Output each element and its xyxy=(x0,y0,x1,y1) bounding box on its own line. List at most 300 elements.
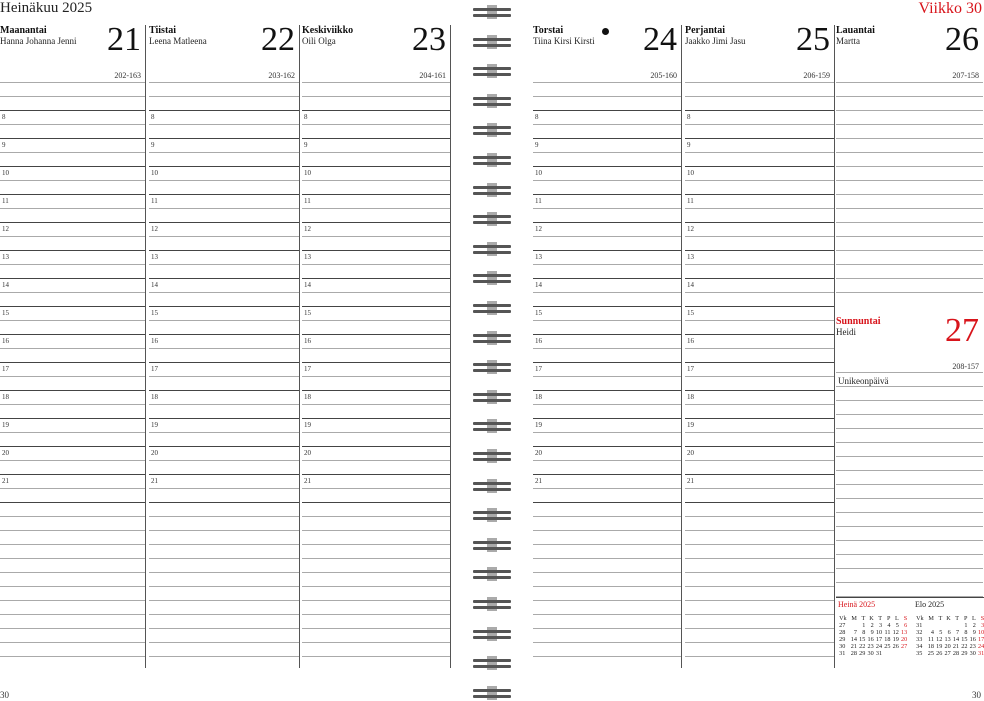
month-title: Heinäkuu 2025 xyxy=(0,0,93,16)
ring-bar xyxy=(473,606,511,609)
day-count: 203-162 xyxy=(268,71,295,80)
ruled-line xyxy=(836,264,983,265)
binding-ring xyxy=(473,183,511,197)
date-cell: 10 xyxy=(875,629,883,636)
mini-calendar-title: Elo 2025 xyxy=(915,600,945,609)
day-number: 26 xyxy=(945,21,979,58)
hour-label: 13 xyxy=(151,253,158,261)
binding-ring xyxy=(473,271,511,285)
name-days: Tiina Kirsi Kirsti xyxy=(533,36,595,46)
ruled-line xyxy=(533,544,681,545)
week-title: Viikko 30 xyxy=(918,0,982,17)
ruled-line xyxy=(302,194,450,195)
ring-bar xyxy=(473,363,511,366)
ruled-line xyxy=(533,264,681,265)
date-cell: 14 xyxy=(850,636,857,643)
date-cell: 17 xyxy=(875,636,883,643)
ruled-line xyxy=(533,586,681,587)
ruled-line xyxy=(836,236,983,237)
ruled-line xyxy=(0,516,145,517)
ruled-line xyxy=(533,208,681,209)
hour-label: 21 xyxy=(151,477,158,485)
ruled-line xyxy=(685,656,834,657)
day-name: Keskiviikko xyxy=(302,25,354,36)
binding-ring xyxy=(473,212,511,226)
name-days: Heidi xyxy=(836,327,856,337)
ruled-line xyxy=(685,96,834,97)
ruled-line xyxy=(533,166,681,167)
ruled-line xyxy=(685,194,834,195)
ruled-line xyxy=(0,334,145,335)
ruled-line xyxy=(302,488,450,489)
ring-bar xyxy=(473,132,511,135)
ring-bar xyxy=(473,280,511,283)
ruled-line xyxy=(836,138,983,139)
ruled-line xyxy=(685,544,834,545)
week-row xyxy=(838,643,908,650)
ruled-line xyxy=(149,572,299,573)
ring-bar xyxy=(473,44,511,47)
ruled-line xyxy=(685,376,834,377)
mini-calendar xyxy=(915,600,984,657)
hour-label: 9 xyxy=(687,141,691,149)
ring-bar xyxy=(473,334,511,337)
ruled-line xyxy=(685,306,834,307)
ruled-line xyxy=(302,82,450,83)
ring-bar xyxy=(473,399,511,402)
weekday-header: S xyxy=(980,615,984,622)
ruled-line xyxy=(149,292,299,293)
date-cell: 13 xyxy=(944,636,951,643)
date-cell: 13 xyxy=(901,629,908,636)
mini-calendar-table xyxy=(838,615,908,657)
date-cell: 3 xyxy=(981,622,984,629)
ruled-line xyxy=(836,166,983,167)
ruled-line xyxy=(302,404,450,405)
week-number: 32 xyxy=(916,629,923,636)
date-cell: 7 xyxy=(853,629,857,636)
column-divider xyxy=(450,25,451,668)
ruled-line xyxy=(302,96,450,97)
date-cell: 24 xyxy=(978,643,984,650)
ruled-line xyxy=(836,250,983,251)
ruled-line xyxy=(533,278,681,279)
ruled-line xyxy=(149,418,299,419)
ruled-line xyxy=(685,292,834,293)
hour-label: 13 xyxy=(535,253,542,261)
hour-label: 21 xyxy=(535,477,542,485)
ruled-line xyxy=(302,180,450,181)
day-count: 204-161 xyxy=(419,71,446,80)
weekday-header: S xyxy=(903,615,908,622)
ruled-line xyxy=(685,250,834,251)
binding-ring xyxy=(473,94,511,108)
ruled-line xyxy=(685,642,834,643)
ruled-line xyxy=(0,320,145,321)
hour-label: 10 xyxy=(304,169,311,177)
ruled-line xyxy=(302,306,450,307)
hour-label: 11 xyxy=(151,197,158,205)
ruled-line xyxy=(302,292,450,293)
day-count: 207-158 xyxy=(952,71,979,80)
hour-label: 16 xyxy=(687,337,694,345)
ruled-line xyxy=(149,488,299,489)
ruled-line xyxy=(836,278,983,279)
ruled-line xyxy=(0,404,145,405)
ruled-line xyxy=(0,390,145,391)
ruled-line xyxy=(0,180,145,181)
ring-bar xyxy=(473,452,511,455)
ring-bar xyxy=(473,192,511,195)
ruled-line xyxy=(302,348,450,349)
column-divider xyxy=(681,25,682,668)
date-cell: 16 xyxy=(867,636,874,643)
hour-label: 18 xyxy=(151,393,158,401)
ring-bar xyxy=(473,8,511,11)
week-number: 28 xyxy=(839,629,846,636)
ruled-line xyxy=(302,320,450,321)
weekday-header: M xyxy=(928,615,934,622)
date-cell: 23 xyxy=(867,643,874,650)
weekday-header: M xyxy=(851,615,857,622)
ruled-line xyxy=(685,460,834,461)
ruled-line xyxy=(302,446,450,447)
weekday-header: P xyxy=(886,615,891,622)
ring-bar xyxy=(473,393,511,396)
ruled-line xyxy=(0,656,145,657)
ruled-line xyxy=(685,264,834,265)
date-cell: 18 xyxy=(927,643,934,650)
name-days: Leena Matleena xyxy=(149,36,207,46)
hour-label: 9 xyxy=(151,141,155,149)
ruled-line xyxy=(149,236,299,237)
ruled-line xyxy=(685,474,834,475)
ruled-line xyxy=(685,124,834,125)
ruled-line xyxy=(302,152,450,153)
week-row xyxy=(838,650,908,657)
ruled-line xyxy=(149,96,299,97)
ruled-line xyxy=(533,250,681,251)
ruled-line xyxy=(149,586,299,587)
hour-label: 17 xyxy=(2,365,9,373)
ruled-line xyxy=(302,418,450,419)
ruled-line xyxy=(149,166,299,167)
week-row xyxy=(915,622,984,629)
ring-bar xyxy=(473,488,511,491)
ruled-line xyxy=(0,544,145,545)
ruled-line xyxy=(149,222,299,223)
ruled-line xyxy=(0,474,145,475)
day-name: Sunnuntai xyxy=(836,316,881,327)
hour-label: 16 xyxy=(535,337,542,345)
ruled-line xyxy=(685,334,834,335)
ruled-line xyxy=(302,628,450,629)
hour-label: 18 xyxy=(687,393,694,401)
ruled-line xyxy=(0,292,145,293)
ruled-line xyxy=(0,376,145,377)
date-cell: 2 xyxy=(972,622,976,629)
ring-bar xyxy=(473,369,511,372)
ruled-line xyxy=(302,362,450,363)
date-cell: 24 xyxy=(875,643,883,650)
ruled-line xyxy=(302,572,450,573)
week-number: 27 xyxy=(839,622,846,629)
ring-bar xyxy=(473,186,511,189)
hour-label: 10 xyxy=(2,169,9,177)
ruled-line xyxy=(149,180,299,181)
ruled-line xyxy=(149,264,299,265)
ring-bar xyxy=(473,689,511,692)
ruled-line xyxy=(533,152,681,153)
ring-bar xyxy=(473,245,511,248)
ruled-line xyxy=(149,194,299,195)
date-cell: 9 xyxy=(870,629,874,636)
ruled-line xyxy=(685,180,834,181)
ruled-line xyxy=(836,442,983,443)
ruled-line xyxy=(533,600,681,601)
ruled-line xyxy=(149,334,299,335)
hour-label: 19 xyxy=(2,421,9,429)
ruled-line xyxy=(149,432,299,433)
ring-bar xyxy=(473,659,511,662)
date-cell: 20 xyxy=(944,643,951,650)
ruled-line xyxy=(149,446,299,447)
binding-ring xyxy=(473,479,511,493)
ruled-line xyxy=(685,404,834,405)
ruled-line xyxy=(0,446,145,447)
ruled-line xyxy=(836,152,983,153)
ruled-line xyxy=(533,376,681,377)
ruled-line xyxy=(149,460,299,461)
date-cell: 25 xyxy=(927,650,934,657)
binding-ring xyxy=(473,35,511,49)
ruled-line xyxy=(149,390,299,391)
ruled-line xyxy=(685,320,834,321)
ruled-line xyxy=(533,558,681,559)
ruled-line xyxy=(302,544,450,545)
hour-label: 15 xyxy=(535,309,542,317)
date-cell: 22 xyxy=(859,643,866,650)
hour-label: 17 xyxy=(687,365,694,373)
weekday-header: T xyxy=(878,615,883,622)
hour-label: 17 xyxy=(151,365,158,373)
week-row xyxy=(915,643,984,650)
hour-label: 21 xyxy=(687,477,694,485)
date-cell: 16 xyxy=(969,636,976,643)
ruled-line xyxy=(302,334,450,335)
ruled-line xyxy=(302,516,450,517)
ruled-line xyxy=(0,250,145,251)
ruled-line xyxy=(0,586,145,587)
hour-label: 15 xyxy=(304,309,311,317)
binding-ring xyxy=(473,538,511,552)
week-number: 31 xyxy=(839,650,846,657)
hour-label: 9 xyxy=(304,141,308,149)
ruled-line xyxy=(533,138,681,139)
ruled-line xyxy=(149,278,299,279)
week-number: 31 xyxy=(916,622,923,629)
ruled-line xyxy=(302,166,450,167)
week-row xyxy=(915,636,984,643)
ruled-line xyxy=(533,572,681,573)
event-dot-icon xyxy=(602,28,609,35)
ruled-line xyxy=(149,250,299,251)
ruled-line xyxy=(149,138,299,139)
ruled-line xyxy=(149,516,299,517)
date-cell xyxy=(883,650,891,657)
mini-calendar-divider xyxy=(836,597,984,598)
date-cell: 20 xyxy=(901,636,908,643)
ruled-line xyxy=(0,502,145,503)
ruled-line xyxy=(302,600,450,601)
weekday-header: L xyxy=(895,615,899,622)
ruled-line xyxy=(533,180,681,181)
ruled-line xyxy=(0,222,145,223)
hour-label: 11 xyxy=(304,197,311,205)
ruled-line xyxy=(533,194,681,195)
ruled-line xyxy=(836,456,983,457)
ring-bar xyxy=(473,665,511,668)
date-cell xyxy=(952,622,960,629)
week-row xyxy=(915,650,984,657)
ring-bar xyxy=(473,636,511,639)
mini-calendar-table xyxy=(915,615,984,657)
ruled-line xyxy=(302,586,450,587)
date-cell: 31 xyxy=(875,650,883,657)
date-cell: 12 xyxy=(936,636,943,643)
ruled-line xyxy=(685,530,834,531)
ruled-line xyxy=(533,488,681,489)
hour-label: 20 xyxy=(151,449,158,457)
hour-label: 15 xyxy=(687,309,694,317)
ruled-line xyxy=(0,264,145,265)
hour-label: 12 xyxy=(304,225,311,233)
date-cell: 10 xyxy=(978,629,984,636)
hour-label: 20 xyxy=(2,449,9,457)
date-cell: 30 xyxy=(969,650,976,657)
date-cell: 11 xyxy=(884,629,891,636)
ruled-line xyxy=(836,222,983,223)
binding-ring xyxy=(473,242,511,256)
mini-calendar-header xyxy=(915,615,984,622)
ruled-line xyxy=(149,614,299,615)
hour-label: 8 xyxy=(2,113,6,121)
binding-ring xyxy=(473,419,511,433)
hour-label: 11 xyxy=(535,197,542,205)
hour-label: 18 xyxy=(2,393,9,401)
ruled-line xyxy=(836,414,983,415)
ruled-line xyxy=(685,572,834,573)
mini-calendar-header xyxy=(838,615,908,622)
ruled-line xyxy=(0,460,145,461)
ruled-line xyxy=(149,152,299,153)
day-count: 205-160 xyxy=(650,71,677,80)
ruled-line xyxy=(149,82,299,83)
ruled-line xyxy=(149,110,299,111)
ruled-line xyxy=(0,306,145,307)
ruled-line xyxy=(533,390,681,391)
date-cell: 26 xyxy=(936,650,943,657)
binding-ring xyxy=(473,567,511,581)
ruled-line xyxy=(836,82,983,83)
week-number: 29 xyxy=(839,636,846,643)
day-number: 23 xyxy=(412,21,446,58)
ruled-line xyxy=(836,540,983,541)
weekday-header: Vk xyxy=(916,615,924,622)
ruled-line xyxy=(685,432,834,433)
date-cell: 4 xyxy=(930,629,934,636)
hour-label: 8 xyxy=(687,113,691,121)
day-number: 21 xyxy=(107,21,141,58)
ruled-line xyxy=(302,208,450,209)
ruled-line xyxy=(685,208,834,209)
ruled-line xyxy=(533,530,681,531)
binding-ring xyxy=(473,686,511,700)
name-days: Hanna Johanna Jenni xyxy=(0,36,77,46)
ruled-line xyxy=(685,110,834,111)
ruled-line xyxy=(149,306,299,307)
hour-label: 14 xyxy=(304,281,311,289)
ruled-line xyxy=(0,572,145,573)
ring-bar xyxy=(473,38,511,41)
weekday-header: L xyxy=(972,615,976,622)
ruled-line xyxy=(533,320,681,321)
day-name: Maanantai xyxy=(0,25,47,36)
ruled-line xyxy=(302,460,450,461)
ruled-line xyxy=(149,348,299,349)
column-divider xyxy=(299,25,300,668)
hour-label: 20 xyxy=(535,449,542,457)
ruled-line xyxy=(836,582,983,583)
ruled-line xyxy=(533,656,681,657)
ruled-line xyxy=(149,124,299,125)
ruled-line xyxy=(302,264,450,265)
weekday-header: P xyxy=(963,615,968,622)
weekday-header: K xyxy=(869,615,874,622)
ruled-line xyxy=(149,628,299,629)
ruled-line xyxy=(0,166,145,167)
ruled-line xyxy=(685,628,834,629)
ruled-line xyxy=(685,502,834,503)
ruled-line xyxy=(302,138,450,139)
ruled-line xyxy=(533,362,681,363)
ruled-line xyxy=(836,208,983,209)
date-cell: 6 xyxy=(904,622,908,629)
ruled-line xyxy=(0,488,145,489)
binding-ring xyxy=(473,627,511,641)
hour-label: 10 xyxy=(535,169,542,177)
ruled-line xyxy=(533,418,681,419)
ruled-line xyxy=(0,600,145,601)
date-cell: 1 xyxy=(964,622,968,629)
date-cell: 15 xyxy=(961,636,968,643)
date-cell: 28 xyxy=(850,650,857,657)
ruled-line xyxy=(685,586,834,587)
day-count: 208-157 xyxy=(952,362,979,371)
ruled-line xyxy=(0,138,145,139)
hour-label: 20 xyxy=(304,449,311,457)
date-cell xyxy=(935,622,943,629)
date-cell: 22 xyxy=(961,643,968,650)
hour-label: 11 xyxy=(2,197,9,205)
binding-ring xyxy=(473,656,511,670)
date-cell: 8 xyxy=(964,629,968,636)
hour-label: 21 xyxy=(304,477,311,485)
ruled-line xyxy=(0,418,145,419)
binding-ring xyxy=(473,449,511,463)
weekday-header: T xyxy=(938,615,943,622)
date-cell: 14 xyxy=(952,636,960,643)
